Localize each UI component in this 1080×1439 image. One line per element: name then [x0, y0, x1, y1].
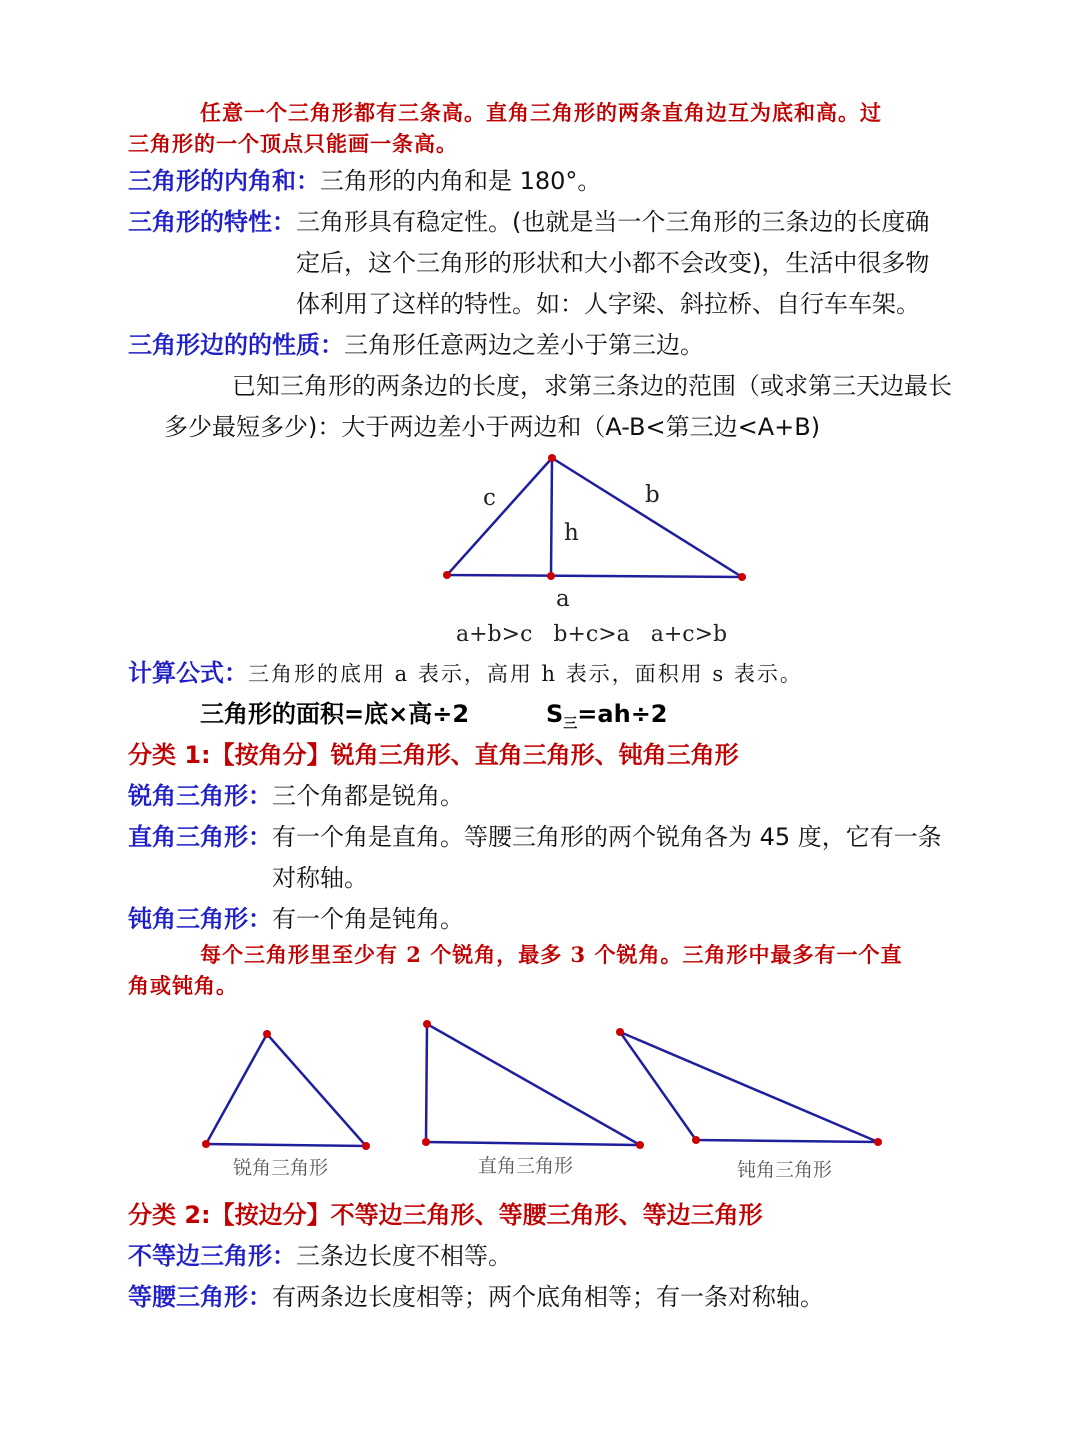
right-triangle — [426, 1024, 640, 1145]
side-property-row — [128, 328, 704, 362]
label-c: c — [483, 485, 496, 511]
right-label: 直角三角形： — [128, 823, 272, 851]
acute-row — [128, 779, 464, 813]
scalene-label: 不等边三角形： — [128, 1242, 296, 1270]
vertex-right — [738, 573, 746, 581]
intro-line-1: 任意一个三角形都有三条高。直角三角形的两条直角边互为底和高。过 — [200, 100, 882, 125]
obtuse-text: 有一个角是钝角。 — [272, 905, 464, 933]
area-formula — [546, 697, 668, 741]
label-a: a — [556, 586, 570, 612]
caption-obtuse: 钝角三角形 — [737, 1159, 833, 1181]
property-line-3: 体利用了这样的特性。如：人字梁、斜拉桥、自行车车架。 — [296, 290, 920, 318]
property-line-2: 定后，这个三角形的形状和大小都不会改变)，生活中很多物 — [296, 249, 930, 277]
side-property-line-2: 已知三角形的两条边的长度，求第三条边的范围（或求第三天边最长 — [232, 372, 952, 400]
property-row — [128, 205, 929, 239]
height-foot — [547, 572, 555, 580]
right-row — [128, 820, 942, 854]
acute-text: 三个角都是锐角。 — [272, 782, 464, 810]
formula-row — [128, 656, 803, 691]
triangle-outline — [447, 458, 742, 577]
area-text: 三角形的面积=底×高÷2 — [200, 700, 470, 728]
right-text-2: 对称轴。 — [272, 864, 368, 892]
acute-vertex-2 — [202, 1140, 210, 1148]
isosceles-row — [128, 1280, 824, 1314]
obtuse-triangle — [620, 1032, 878, 1142]
caption-acute: 锐角三角形 — [233, 1157, 329, 1179]
triangle-inequalities: a+b>c b+c>a a+c>b — [456, 622, 728, 647]
inner-angle-row — [128, 164, 601, 198]
vertex-left — [443, 571, 451, 579]
triangle-types-diagram — [190, 1010, 900, 1160]
right-vertex-1 — [423, 1020, 431, 1028]
acute-vertex-1 — [263, 1030, 271, 1038]
acute-triangle — [206, 1034, 366, 1146]
obtuse-vertex-3 — [874, 1138, 882, 1146]
obtuse-row — [128, 902, 464, 936]
label-b: b — [645, 482, 660, 508]
isosceles-text: 有两条边长度相等；两个底角相等；有一条对称轴。 — [272, 1283, 824, 1311]
side-property-label: 三角形边的的性质： — [128, 331, 344, 359]
class1-note-2: 角或钝角。 — [128, 973, 238, 998]
label-h: h — [564, 520, 579, 546]
right-text-1: 有一个角是直角。等腰三角形的两个锐角各为 45 度，它有一条 — [272, 823, 942, 851]
class1-note-1: 每个三角形里至少有 2 个锐角，最多 3 个锐角。三角形中最多有一个直 — [200, 942, 903, 967]
property-label: 三角形的特性： — [128, 208, 296, 236]
side-property-line-3: 多少最短多少)：大于两边差小于两边和（A-B<第三边<A+B) — [164, 413, 821, 441]
right-vertex-3 — [636, 1141, 644, 1149]
formula-label: 计算公式： — [128, 659, 248, 687]
caption-right: 直角三角形 — [478, 1155, 574, 1177]
formula-text: 三角形的底用 a 表示，高用 h 表示，面积用 s 表示。 — [248, 662, 803, 686]
right-vertex-2 — [422, 1138, 430, 1146]
class2-heading: 分类 2:【按边分】不等边三角形、等腰三角形、等边三角形 — [128, 1201, 763, 1229]
obtuse-vertex-2 — [692, 1136, 700, 1144]
isosceles-label: 等腰三角形： — [128, 1283, 272, 1311]
side-property-text: 三角形任意两边之差小于第三边。 — [344, 331, 704, 359]
obtuse-label: 钝角三角形： — [128, 905, 272, 933]
inner-angle-text: 三角形的内角和是 180°。 — [320, 167, 602, 195]
s-sub: 三 — [563, 715, 578, 732]
acute-vertex-3 — [362, 1142, 370, 1150]
obtuse-vertex-1 — [616, 1028, 624, 1036]
acute-label: 锐角三角形： — [128, 782, 272, 810]
s-rest: =ah÷2 — [577, 700, 668, 728]
inner-angle-label: 三角形的内角和： — [128, 167, 320, 195]
height-line — [551, 458, 552, 576]
scalene-text: 三条边长度不相等。 — [296, 1242, 512, 1270]
scalene-row — [128, 1239, 512, 1273]
class1-heading: 分类 1:【按角分】锐角三角形、直角三角形、钝角三角形 — [128, 741, 739, 769]
vertex-top — [548, 454, 556, 462]
intro-line-2: 三角形的一个顶点只能画一条高。 — [128, 131, 458, 156]
s-main: S — [546, 700, 564, 728]
property-line-1: 三角形具有稳定性。(也就是当一个三角形的三条边的长度确 — [296, 208, 930, 236]
